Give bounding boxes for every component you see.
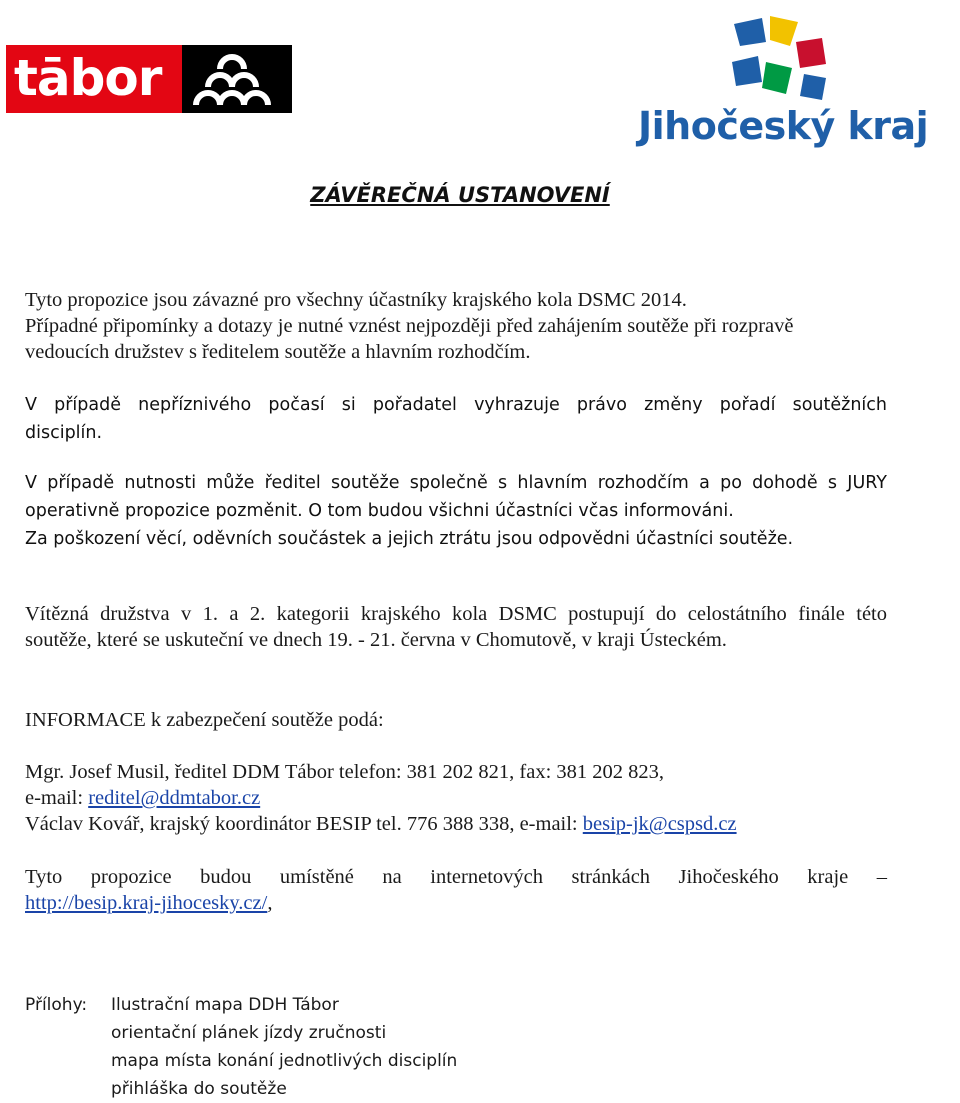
tabor-logo-red [6,45,182,113]
attachment-item: mapa místa konání jednotlivých disciplín [111,1051,458,1071]
contact-email-musil-row [25,785,887,811]
kraj-emblem-icon [726,12,836,102]
text-line: V případě nutnosti může ředitel soutěže společně s hlavním rozhodčím a po dohodě s JURY [25,473,887,493]
text-line: Vítězná družstva v 1. a 2. kategorii krajského kola DSMC postupují do celostátního finále této [25,603,887,625]
web-suffix: , [267,892,273,914]
text-line: vedoucích družstev s ředitelem soutěže a hlavním rozhodčím. [25,341,531,363]
attachment-item: Ilustrační mapa DDH Tábor [111,995,339,1015]
text-line: Případné připomínky a dotazy je nutné vznést nejpozději před zahájením soutěže při rozpravě [25,315,794,337]
contact-line-kovar [25,811,887,837]
contact-line-musil: Mgr. Josef Musil, ředitel DDM Tábor telefon: 381 202 821, fax: 381 202 823, [25,761,665,783]
page-title: ZÁVĚREČNÁ USTANOVENÍ [310,183,610,207]
text-line: Tyto propozice jsou závazné pro všechny účastníky krajského kola DSMC 2014. [25,289,687,311]
text-line: soutěže, které se uskuteční ve dnech 19. - 21. června v Chomutově, v kraji Ústeckém. [25,629,727,651]
attachment-item: přihláška do soutěže [111,1079,287,1099]
email-label: e-mail: [25,787,89,809]
contact-block [25,759,887,837]
text-line: operativně propozice pozměnit. O tom budou všichni účastníci včas informováni. [25,501,734,521]
website-link[interactable]: http://besip.kraj-jihocesky.cz/ [25,892,268,914]
tabor-logo [6,45,292,113]
web-url-row [25,890,887,916]
jihocesky-kraj-logo [638,12,952,152]
attachments-list [111,991,457,1103]
contact-kovar-text: Václav Kovář, krajský koordinátor BESIP tel. 776 388 338, e-mail: [25,813,583,835]
tabor-logo-text: tābor [14,49,162,107]
web-paragraph [25,864,887,916]
tabor-logo-emblem [182,45,292,113]
text-line: Za poškození věcí, oděvních součástek a jejich ztrátu jsou odpovědni účastníci soutěže. [25,529,794,549]
text-line: disciplín. [25,423,103,443]
attachments-label: Přílohy: [25,995,88,1015]
kraj-logo-text: Jihočeský kraj [638,104,929,148]
web-text: Tyto propozice budou umístěné na internetových stránkách Jihočeského kraje – [25,866,887,888]
paragraph-binding [25,287,887,365]
email-link-besip[interactable]: besip-jk@cspsd.cz [582,813,737,835]
attachment-item: orientační plánek jízdy zručnosti [111,1023,387,1043]
paragraph-weather [25,391,887,447]
email-link-reditel[interactable]: reditel@ddmtabor.cz [88,787,261,809]
text-line: V případě nepříznivého počasí si pořadatel vyhrazuje právo změny pořadí soutěžních [25,395,887,415]
info-heading: INFORMACE k zabezpečení soutěže podá: [25,709,384,731]
paragraph-changes [25,469,887,553]
paragraph-finals [25,601,887,653]
